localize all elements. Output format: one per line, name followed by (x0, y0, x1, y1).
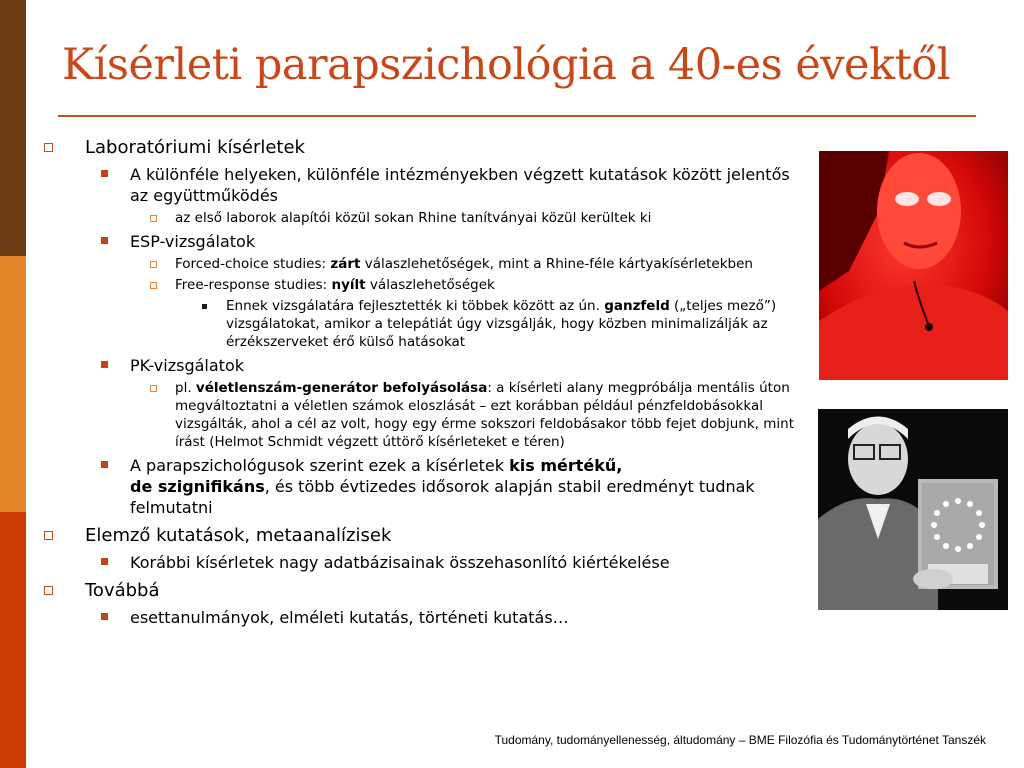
bullet-rng (42, 379, 812, 451)
text-part: válaszlehetőségek, mint a Rhine-féle kártyakísérletekben (360, 256, 753, 272)
text-bold: nyílt (331, 277, 366, 293)
bullet-more (42, 579, 812, 603)
filled-square-bullet-icon (101, 558, 108, 565)
bullet-forced-choice (42, 255, 812, 273)
text-part: válaszlehetőségek (365, 277, 495, 293)
slide-title: Kísérleti parapszichológia a 40-es évektől (62, 40, 950, 90)
bullet-cooperation (42, 164, 812, 206)
text-part: : a kísérleti alany megpróbálja mentális úton megváltoztatni a véletlen számok eloszlását – ezt korábban például pénzfeldobásokkal vizsgálták, ahol a cél az volt, hogy egy érme sokszori feldobásakor több fejet dobjunk, mint írást (Helmot Schmidt végzett úttörő kísérleteket e téren) (175, 380, 794, 450)
side-stripe-dark (0, 0, 26, 256)
bullet-databases (42, 552, 812, 573)
text-part: Free-response studies: (175, 277, 332, 293)
bullet-text: esettanulmányok, elméleti kutatás, történeti kutatás… (130, 608, 569, 627)
filled-square-bullet-icon (101, 361, 108, 368)
text-bold: zárt (330, 256, 361, 272)
filled-square-bullet-icon (101, 613, 108, 620)
bullet-text: Laboratóriumi kísérletek (85, 137, 305, 158)
bullet-esp (42, 231, 812, 252)
text-bold: ganzfeld (604, 298, 670, 314)
bullet-rhine-students (42, 209, 812, 227)
small-hollow-square-bullet-icon (150, 385, 157, 392)
bullet-text: Korábbi kísérletek nagy adatbázisainak összehasonlító kiértékelése (130, 553, 670, 572)
bullet-text: PK-vizsgálatok (130, 356, 244, 375)
bullet-text: Elemző kutatások, metaanalízisek (85, 525, 392, 546)
text-part: pl. (175, 380, 196, 396)
text-bold: de szignifikáns (130, 477, 265, 496)
text-part: („teljes mező”) vizsgálatokat, amikor a telepátiát úgy vizsgálják, hogy közben minimalizálják az érzékszerveket érő külső hatásokat (226, 298, 777, 350)
text-part: A parapszichológusok szerint ezek a kísérletek (130, 456, 510, 475)
text-bold: kis mértékű, (509, 456, 623, 475)
filled-square-bullet-icon (101, 237, 108, 244)
filled-square-bullet-icon (101, 170, 108, 177)
bullet-text: ESP-vizsgálatok (130, 232, 256, 251)
helmut-schmidt-rng-photo (818, 409, 1008, 610)
text-bold: véletlenszám-generátor befolyásolása (195, 380, 488, 396)
hollow-square-bullet-icon (44, 531, 53, 540)
side-stripe-red (0, 512, 26, 768)
slide-content (42, 130, 812, 628)
small-hollow-square-bullet-icon (150, 282, 157, 289)
hollow-square-bullet-icon (44, 143, 53, 152)
bullet-analysis (42, 524, 812, 548)
bullet-conclusion (42, 455, 812, 518)
title-underline (58, 115, 976, 117)
filled-square-bullet-icon (101, 461, 108, 468)
bullet-pk (42, 355, 812, 376)
slide-footer: Tudomány, tudományellenesség, áltudomány – BME Filozófia és Tudománytörténet Tanszék (494, 733, 986, 747)
text-part: , és több évtizedes idősorok alapján stabil eredményt tudnak felmutatni (130, 477, 755, 517)
bullet-laboratory (42, 136, 812, 160)
tiny-filled-square-bullet-icon (202, 304, 207, 309)
text-part: Forced-choice studies: (175, 256, 331, 272)
side-stripe-orange (0, 256, 26, 512)
bullet-text: Továbbá (85, 580, 160, 601)
bullet-case-studies (42, 607, 812, 628)
bullet-ganzfeld (42, 297, 812, 351)
hollow-square-bullet-icon (44, 586, 53, 595)
bullet-text: az első laborok alapítói közül sokan Rhine tanítványai közül kerültek ki (175, 210, 652, 226)
bullet-free-response (42, 276, 812, 294)
small-hollow-square-bullet-icon (150, 215, 157, 222)
ganzfeld-subject-photo (819, 151, 1008, 380)
text-part: Ennek vizsgálatára fejlesztették ki többek között az ún. (226, 298, 605, 314)
bullet-text: A különféle helyeken, különféle intézményekben végzett kutatások között jelentős az együttműködés (130, 165, 790, 205)
small-hollow-square-bullet-icon (150, 261, 157, 268)
